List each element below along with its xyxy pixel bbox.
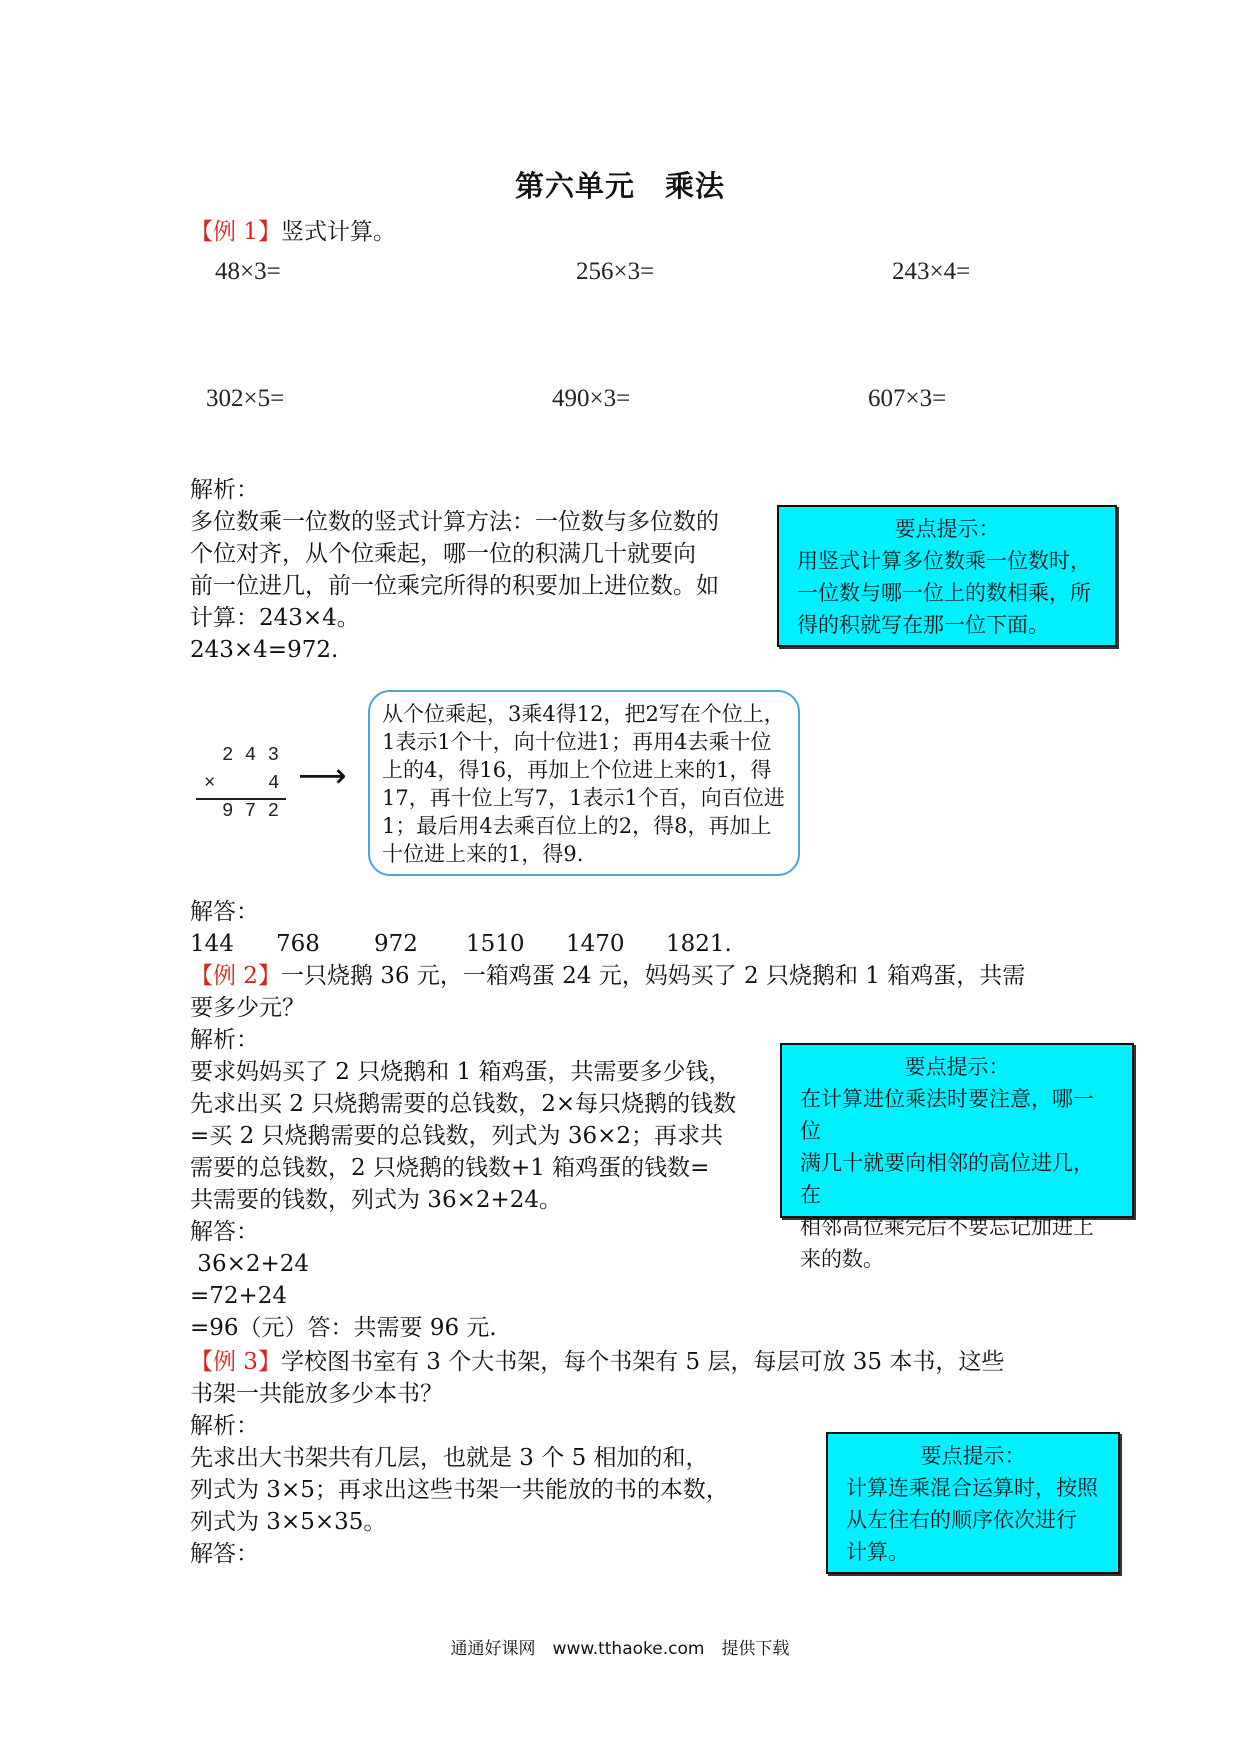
answer: 1821. — [666, 931, 732, 957]
ex1-analysis-line: 243×4=972. — [190, 637, 339, 663]
ex3-question-line — [190, 1346, 1004, 1378]
tip-line: 来的数。 — [800, 1247, 884, 1271]
tip-box-2 — [780, 1043, 1134, 1271]
answer: 144 — [190, 931, 234, 957]
ex3-tag: 【例 3】 — [190, 1349, 281, 1375]
bubble-line: 十位进上来的1，得9. — [382, 842, 584, 866]
ex3-answer-label: 解答： — [190, 1541, 259, 1567]
bubble-line: 1；最后用4去乘百位上的2，得8，再加上 — [382, 814, 772, 838]
problem-4: 302×5= — [206, 385, 285, 412]
vertical-bottom: 4 — [268, 772, 280, 794]
ex1-analysis-line: 个位对齐，从个位乘起，哪一位的积满几十就要向 — [190, 541, 696, 567]
bubble-line: 上的4，得16，再加上个位进上来的1，得 — [382, 758, 772, 782]
problem-1: 48×3= — [215, 258, 281, 285]
tip-line: 计算连乘混合运算时，按照 — [846, 1476, 1098, 1500]
problem-3: 243×4= — [892, 258, 971, 285]
ex2-question: 一只烧鹅 36 元，一箱鸡蛋 24 元，妈妈买了 2 只烧鹅和 1 箱鸡蛋，共需 — [280, 963, 1026, 989]
tip-line: 用竖式计算多位数乘一位数时， — [797, 549, 1091, 573]
problem-6: 607×3= — [868, 385, 947, 412]
tip-box-1 — [777, 505, 1117, 647]
ex1-analysis-line: 计算：243×4。 — [190, 605, 360, 631]
bubble-line: 17，再十位上写7，1表示1个百，向百位进 — [382, 786, 785, 810]
tip-title: 要点提示： — [894, 517, 1000, 541]
ex2-answer-label: 解答： — [190, 1219, 259, 1245]
ex2-answer-line: =72+24 — [190, 1283, 288, 1309]
tip-line: 满几十就要向相邻的高位进几，在 — [800, 1151, 1094, 1207]
bubble-line: 从个位乘起，3乘4得12，把2写在个位上， — [382, 702, 785, 726]
ex3-analysis-line: 先求出大书架共有几层，也就是 3 个 5 相加的和， — [190, 1445, 709, 1471]
tip-title: 要点提示： — [920, 1444, 1026, 1468]
tip-box-3 — [826, 1432, 1120, 1574]
ex3-analysis-label: 解析： — [190, 1413, 259, 1439]
ex1-question-line — [190, 216, 396, 248]
vertical-result: 9 7 2 — [222, 800, 280, 822]
ex1-question: 竖式计算。 — [280, 219, 396, 245]
tip-line: 计算。 — [846, 1540, 909, 1564]
ex2-answer-line: =96（元）答：共需要 96 元. — [190, 1315, 497, 1341]
ex2-analysis-line: =买 2 只烧鹅需要的总钱数，列式为 36×2；再求共 — [190, 1123, 724, 1149]
ex2-analysis-line: 先求出买 2 只烧鹅需要的总钱数，2×每只烧鹅的钱数 — [190, 1091, 737, 1117]
ex1-answer-label: 解答： — [190, 899, 259, 925]
tip-line: 一位数与哪一位上的数相乘，所 — [797, 581, 1091, 605]
vertical-op: × — [204, 772, 216, 794]
ex3-analysis-line: 列式为 3×5×35。 — [190, 1509, 387, 1535]
ex2-question-cont: 要多少元？ — [190, 995, 305, 1021]
explanation-bubble — [368, 690, 800, 876]
answer: 1470 — [566, 931, 625, 957]
tip-line: 在计算进位乘法时要注意，哪一位 — [800, 1087, 1094, 1143]
page-title: 第六单元 乘法 — [514, 169, 725, 203]
ex2-tag: 【例 2】 — [190, 963, 281, 989]
tip-line: 得的积就写在那一位下面。 — [797, 613, 1049, 637]
ex1-analysis-line: 多位数乘一位数的竖式计算方法：一位数与多位数的 — [190, 509, 719, 535]
ex2-question-line — [190, 960, 1025, 992]
ex2-analysis-label: 解析： — [190, 1027, 259, 1053]
tip-line: 从左往右的顺序依次进行 — [846, 1508, 1077, 1532]
ex1-tag: 【例 1】 — [190, 219, 281, 245]
arrow-icon: ⟶ — [298, 756, 347, 796]
answer: 1510 — [466, 931, 525, 957]
ex3-analysis-line: 列式为 3×5；再求出这些书架一共能放的书的本数， — [190, 1477, 729, 1503]
ex1-analysis-label: 解析： — [190, 477, 259, 503]
problem-5: 490×3= — [552, 385, 631, 412]
ex2-analysis-line: 共需要的钱数，列式为 36×2+24。 — [190, 1187, 563, 1213]
ex2-analysis-line: 要求妈妈买了 2 只烧鹅和 1 箱鸡蛋，共需要多少钱， — [190, 1059, 732, 1085]
ex1-analysis-line: 前一位进几，前一位乘完所得的积要加上进位数。如 — [190, 573, 719, 599]
answer: 768 — [276, 931, 320, 957]
vertical-top: 2 4 3 — [222, 744, 280, 766]
footer-credit: 通通好课网 www.tthaoke.com 提供下载 — [450, 1639, 790, 1659]
ex2-answer-line: 36×2+24 — [190, 1251, 310, 1277]
bubble-line: 1表示1个十，向十位进1；再用4去乘十位 — [382, 730, 772, 754]
ex3-question-cont: 书架一共能放多少本书？ — [190, 1381, 443, 1407]
ex2-analysis-line: 需要的总钱数，2 只烧鹅的钱数+1 箱鸡蛋的钱数= — [190, 1155, 710, 1181]
problem-2: 256×3= — [576, 258, 655, 285]
tip-title: 要点提示： — [904, 1055, 1010, 1079]
tip-line: 相邻高位乘完后不要忘记加进上 — [800, 1215, 1094, 1239]
answer: 972 — [374, 931, 418, 957]
ex3-question: 学校图书室有 3 个大书架，每个书架有 5 层，每层可放 35 本书，这些 — [280, 1349, 1005, 1375]
